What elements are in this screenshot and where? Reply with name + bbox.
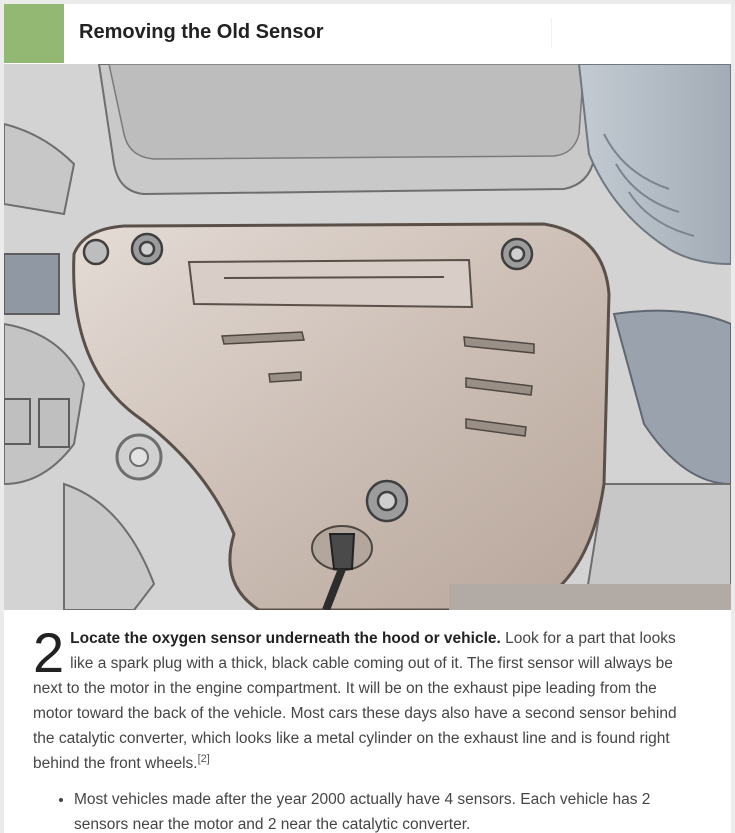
engine-heat-shield-illustration-icon: [4, 64, 731, 610]
step-body: Look for a part that looks like a spark plug with a thick, black cable coming out of it. The first sensor will always be next to the motor in the engine compartment. It will be on the exhaust pipe leading from the motor toward the back of the vehicle. Most cars these days also have a second sensor behind the catalytic converter, which looks like a metal cylinder on the exhaust line and is found right behind the front wheels.: [33, 630, 677, 772]
section-title: Removing the Old Sensor: [79, 21, 324, 43]
step-tips: [54, 787, 704, 833]
list-item: • Most vehicles made after the year 2000 actually have 4 sensors. Each vehicle has 2 sensors near the motor and 2 near the catalytic converter.: [74, 787, 704, 833]
article-step-card: [4, 4, 731, 833]
step-lead: Locate the oxygen sensor underneath the hood or vehicle.: [70, 630, 501, 647]
step-number: 2: [33, 621, 65, 684]
step-text: [33, 621, 683, 776]
header-divider: [551, 18, 552, 48]
section-badge: [4, 4, 64, 63]
section-header: [4, 4, 731, 63]
citation-link[interactable]: [2]: [197, 752, 210, 765]
step-illustration[interactable]: [4, 64, 731, 610]
